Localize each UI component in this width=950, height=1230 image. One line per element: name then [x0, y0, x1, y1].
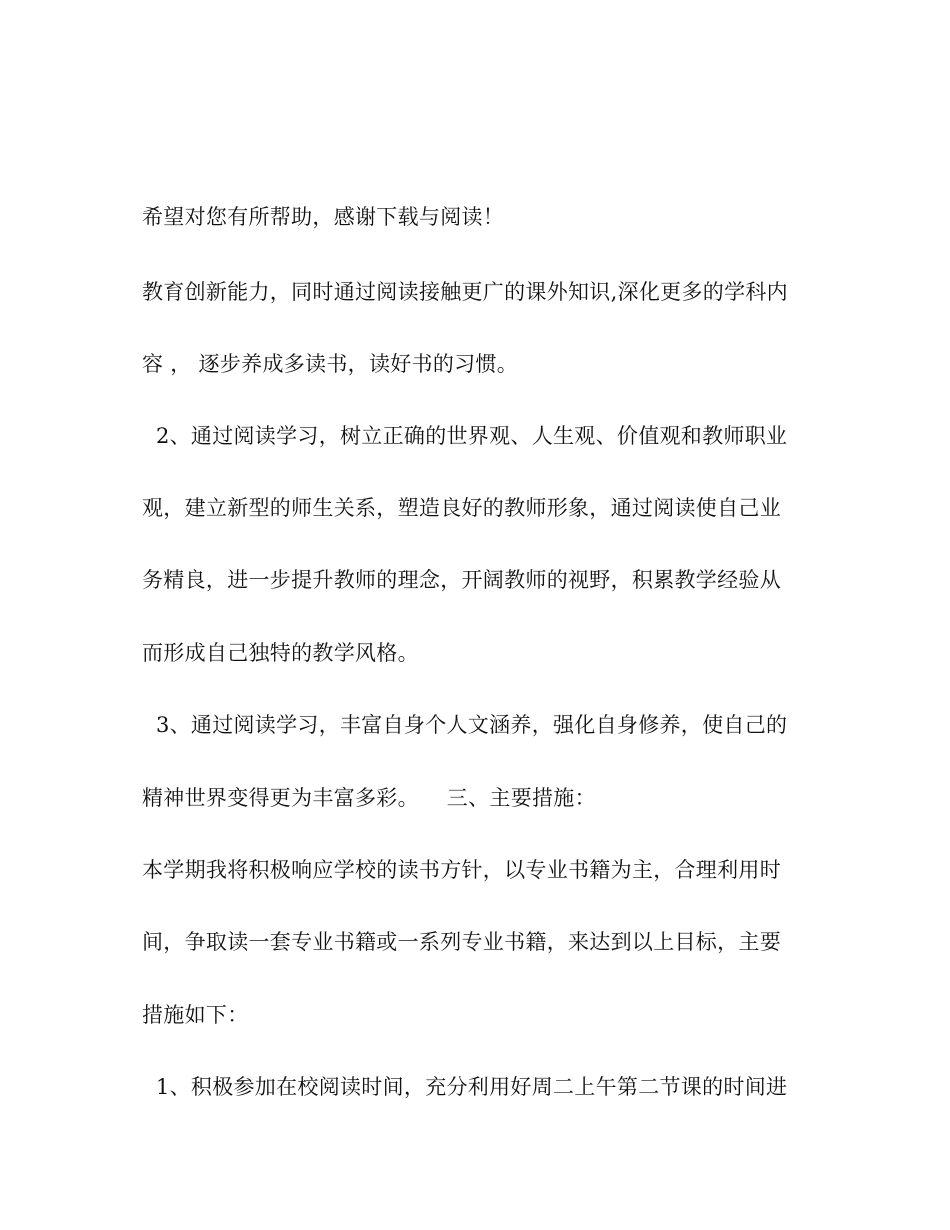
paragraph-line: 措施如下：	[142, 1003, 249, 1027]
paragraph-line: 1、积极参加在校阅读时间，充分利用好周二上午第二节课的时间进	[142, 1075, 788, 1099]
section-heading-line: 精神世界变得更为丰富多彩。 三、主要措施：	[142, 786, 596, 810]
closing-greeting-line: 希望对您有所帮助，感谢下载与阅读！	[142, 205, 505, 229]
paragraph-line: 本学期我将积极响应学校的读书方针，以专业书籍为主，合理利用时	[142, 858, 781, 882]
paragraph-line: 间，争取读一套专业书籍或一系列专业书籍，来达到以上目标，主要	[142, 930, 781, 954]
paragraph-line: 而形成自己独特的教学风格。	[142, 641, 419, 665]
paragraph-line: 务精良，进一步提升教师的理念，开阔教师的视野，积累教学经验从	[142, 568, 781, 592]
paragraph-line: 容 ， 逐步养成多读书，读好书的习惯。	[142, 352, 519, 376]
paragraph-line: 观，建立新型的师生关系，塑造良好的教师形象，通过阅读使自己业	[142, 496, 781, 520]
paragraph-line: 教育创新能力，同时通过阅读接触更广的课外知识,深化更多的学科内	[142, 280, 788, 304]
paragraph-line: 3、通过阅读学习，丰富自身个人文涵养，强化自身修养，使自己的	[142, 713, 788, 737]
paragraph-line: 2、通过阅读学习，树立正确的世界观、人生观、价值观和教师职业	[142, 424, 788, 448]
